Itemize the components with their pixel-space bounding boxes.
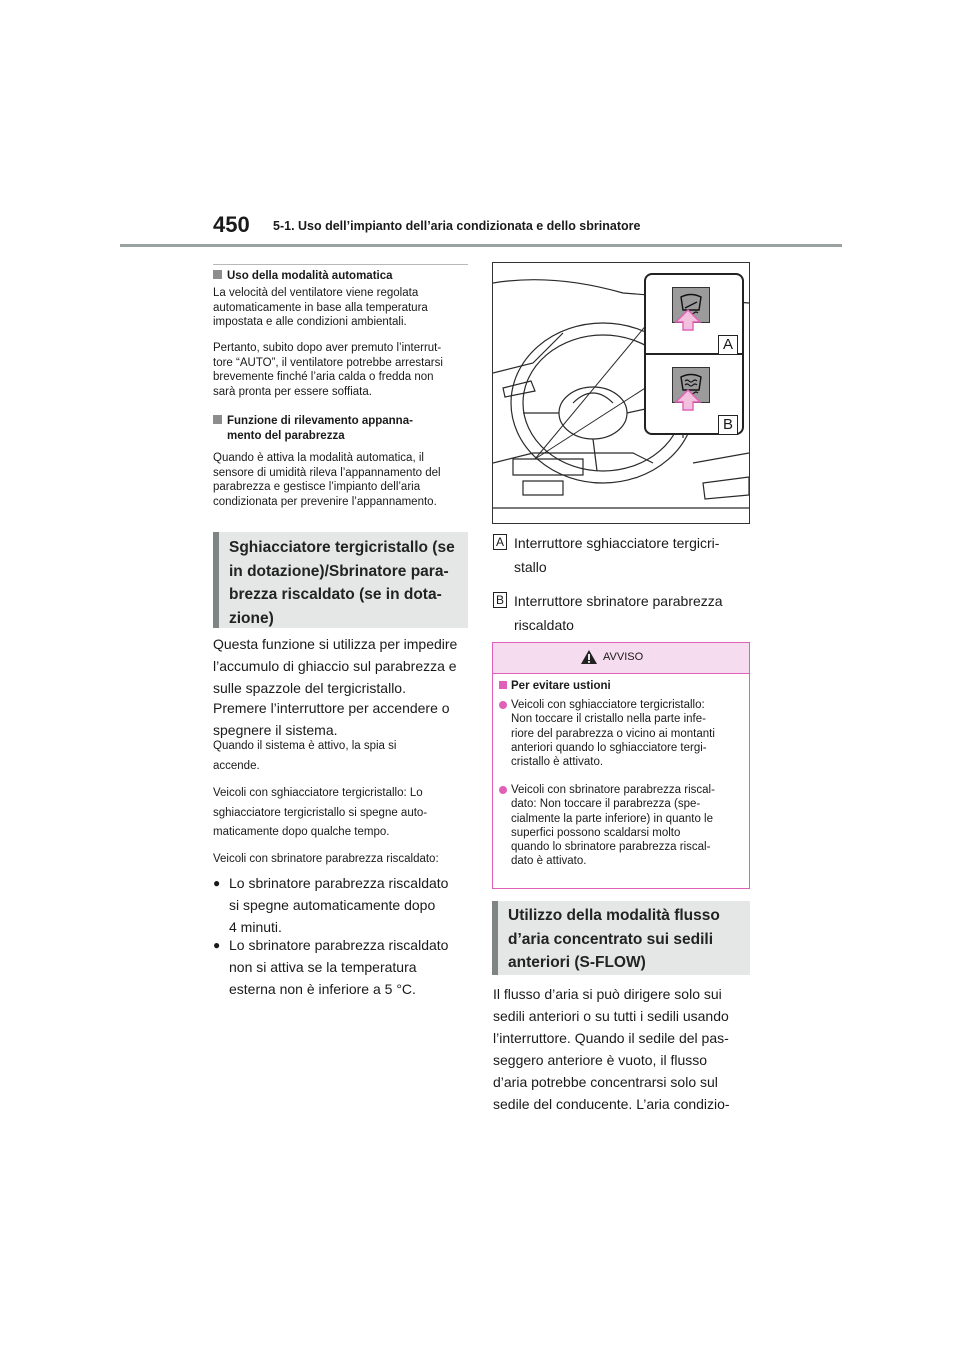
note-wiper-deicer: Veicoli con sghiacciatore tergicristallo: Lo sghiacciatore tergicristallo si spegne auto- maticamente dopo qualche tempo. <box>213 787 428 838</box>
body-paragraph-1: Questa funzione si utilizza per impedire l’accumulo di ghiaccio sul parabrezza e sulle spazzole del tergicristallo. <box>213 636 458 696</box>
square-bullet-icon <box>213 415 222 424</box>
warning-header <box>493 643 749 674</box>
chapter-title: 5-1. Uso dell’impianto dell’aria condizionata e dello sbrinatore <box>273 219 641 233</box>
bullet-item: ● Lo sbrinatore parabrezza riscaldato si spegne automaticamente dopo 4 minuti. <box>213 872 473 938</box>
note-heated-windshield: Veicoli con sbrinatore parabrezza riscaldato: <box>213 853 439 865</box>
auto-mode-paragraph-1: La velocità del ventilatore viene regolata automaticamente in base alla temperatura impostata e alle condizioni ambientali. <box>213 287 428 328</box>
switch-callout <box>644 273 744 435</box>
legend-key-b: B <box>493 592 507 608</box>
arrow-up-icon <box>674 309 702 336</box>
note-indicator: Quando il sistema è attivo, la spia si accende. <box>213 740 397 772</box>
label-a: A <box>718 335 738 355</box>
section-heading-s-flow: Utilizzo della modalità flusso d’aria concentrato sui sedili anteriori (S-FLOW) <box>492 901 750 975</box>
warning-triangle-icon <box>580 649 598 665</box>
header-rule <box>120 244 842 247</box>
fog-detect-paragraph: Quando è attiva la modalità automatica, il sensore di umidità rileva l’appannamento del parabrezza e gestisce l’impianto dell’aria condizionata per prevenire l’appannamento. <box>213 452 441 508</box>
section-heading-defroster: Sghiacciatore tergicristallo (se in dotazione)/Sbrinatore para- brezza riscaldato (se in dota- zione) <box>213 532 468 628</box>
body-paragraph-s-flow: Il flusso d’aria si può dirigere solo sui sedili anteriori o su tutti i sedili usando l’interruttore. Quando il sedile del pas- seggero anteriore è vuoto, il flusso d’aria potrebbe concentrarsi solo sul sedile del conducente. L’aria condizio- <box>493 986 730 1112</box>
bullet-item: ● Lo sbrinatore parabrezza riscaldato non si attiva se la temperatura esterna non è inferiore a 5 °C. <box>213 934 473 1000</box>
body-paragraph-2: Premere l’interruttore per accendere o spegnere il sistema. <box>213 700 450 738</box>
bullet-dot-icon <box>499 786 507 794</box>
section-rule <box>213 264 468 265</box>
warning-item: Veicoli con sghiacciatore tergicristallo: Non toccare il cristallo nella parte infe- riore del parabrezza o vicino ai montanti anteriori quando lo sghiacciatore tergi- cristallo è attivato. <box>499 698 747 769</box>
page-number: 450 <box>213 212 250 237</box>
warning-item: Veicoli con sbrinatore parabrezza riscal- dato: Non toccare il parabrezza (spe- cialmente la parte inferiore) in quanto le superfici possono scaldarsi molto quando lo sbrinatore parabrezza riscal- dato è attivato. <box>499 783 747 869</box>
bullet-dot-icon <box>499 701 507 709</box>
square-bullet-icon <box>213 270 222 279</box>
arrow-up-icon <box>674 389 702 416</box>
legend-item-a: A Interruttore sghiacciatore tergicri- stallo <box>493 532 751 578</box>
auto-mode-heading: Uso della modalità automatica <box>213 269 393 284</box>
legend-key-a: A <box>493 534 507 550</box>
warning-heading: Per evitare ustioni <box>499 679 611 694</box>
square-bullet-icon <box>499 681 507 689</box>
warning-title: AVVISO <box>603 651 644 663</box>
fog-detect-heading: Funzione di rilevamento appanna- mento del parabrezza <box>213 414 413 444</box>
bullet-dot-icon: ● <box>213 938 221 952</box>
warning-box <box>492 642 750 889</box>
label-b: B <box>718 415 738 435</box>
bullet-dot-icon: ● <box>213 876 221 890</box>
auto-mode-paragraph-2: Pertanto, subito dopo aver premuto l’interrut- tore “AUTO”, il ventilatore potrebbe arrestarsi brevemente finché l’aria calda o fredda non sarà pronta per essere soffiata. <box>213 342 443 398</box>
legend-item-b: B Interruttore sbrinatore parabrezza riscaldato <box>493 590 751 636</box>
